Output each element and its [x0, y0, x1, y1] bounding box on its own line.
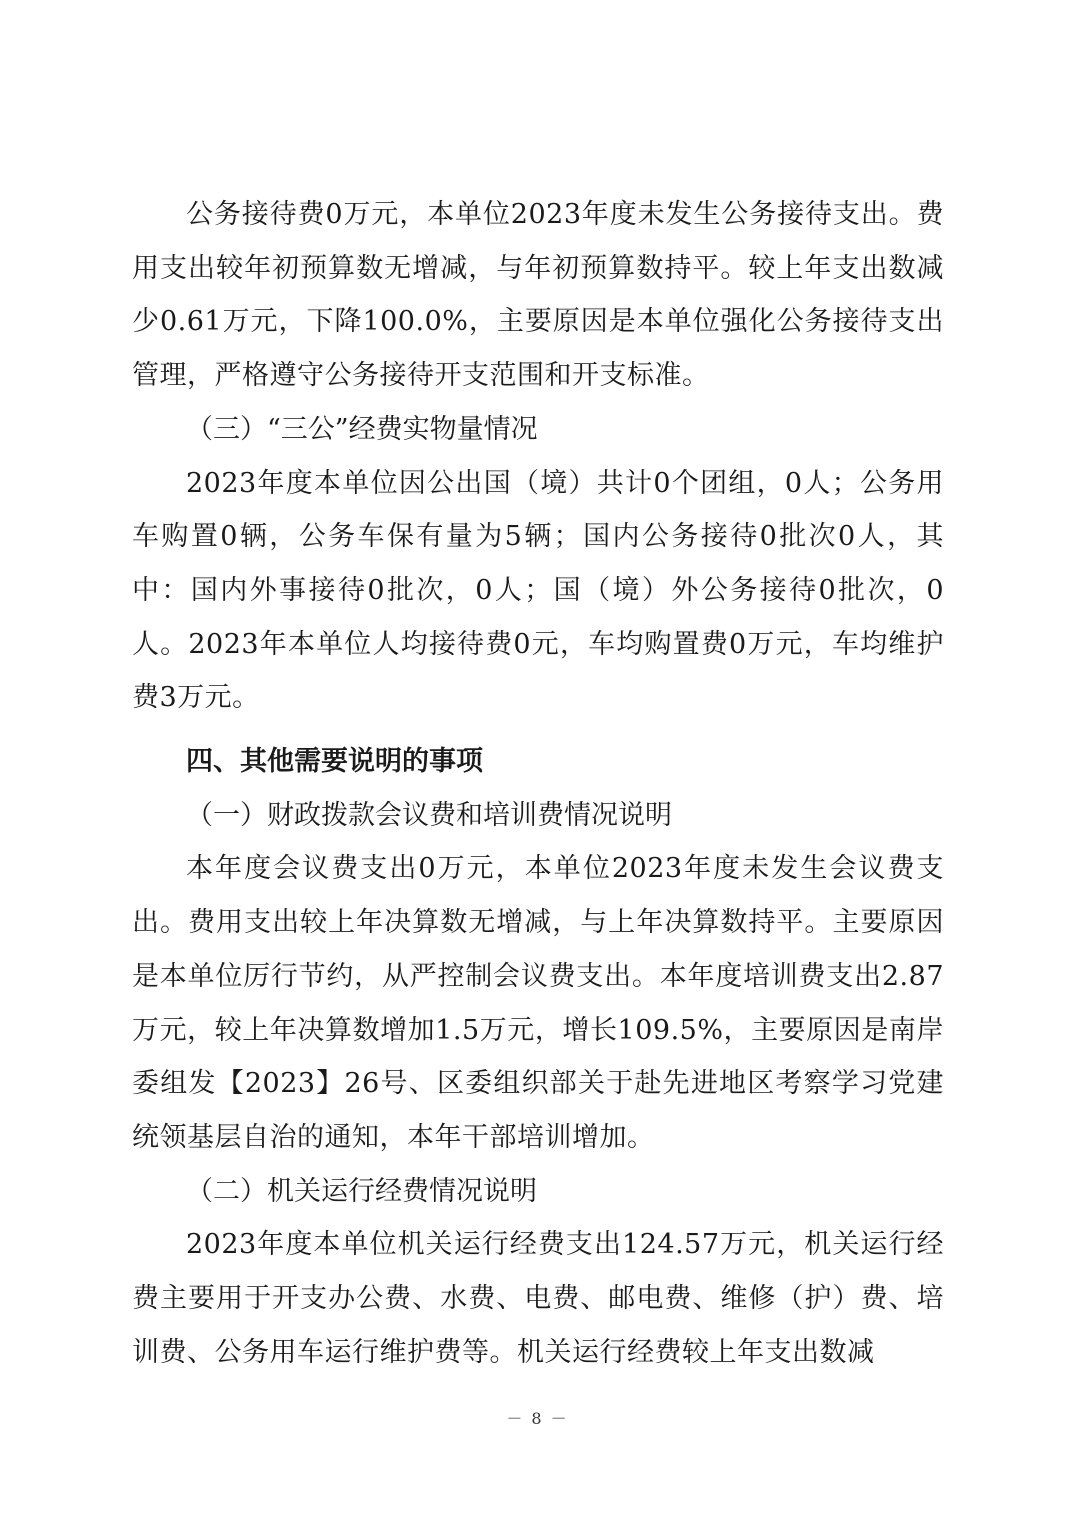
- paragraph-meeting-training: 本年度会议费支出0万元，本单位2023年度未发生会议费支出。费用支出较上年决算数无增减，与上年决算数持平。主要原因是本单位厉行节约，从严控制会议费支出。本年度培训费支出2.87万元，较上年决算数增加1.5万元，增长109.5%，主要原因是南岸委组发【2023】26号、区委组织部关于赴先进地区考察学习党建统领基层自治的通知，本年干部培训增加。: [132, 853, 944, 1153]
- heading-sangong-physical: （三）“三公”经费实物量情况: [186, 413, 538, 445]
- paragraph-running-expense: 2023年度本单位机关运行经费支出124.57万元，机关运行经费主要用于开支办公费、水费、电费、邮电费、维修（护）费、培训费、公务用车运行维护费等。机关运行经费较上年支出数减: [132, 1229, 944, 1368]
- heading-meeting-training: （一）财政拨款会议费和培训费情况说明: [186, 799, 672, 831]
- heading-running-expense: （二）机关运行经费情况说明: [186, 1175, 537, 1207]
- page-number: － 8 －: [506, 1409, 569, 1428]
- paragraph-sangong-physical: 2023年度本单位因公出国（境）共计0个团组，0人；公务用车购置0辆，公务车保有量为5辆；国内公务接待0批次0人，其中：国内外事接待0批次，0人；国（境）外公务接待0批次，0人。2023年本单位人均接待费0元，车均购置费0万元，车均维护费3万元。: [132, 467, 944, 714]
- document-body: [132, 188, 944, 1379]
- paragraph-reception-expense: 公务接待费0万元，本单位2023年度未发生公务接待支出。费用支出较年初预算数无增减，与年初预算数持平。较上年支出数减少0.61万元，下降100.0%，主要原因是本单位强化公务接待支出管理，严格遵守公务接待开支范围和开支标准。: [132, 199, 944, 392]
- section-heading-other-matters: 四、其他需要说明的事项: [186, 746, 483, 778]
